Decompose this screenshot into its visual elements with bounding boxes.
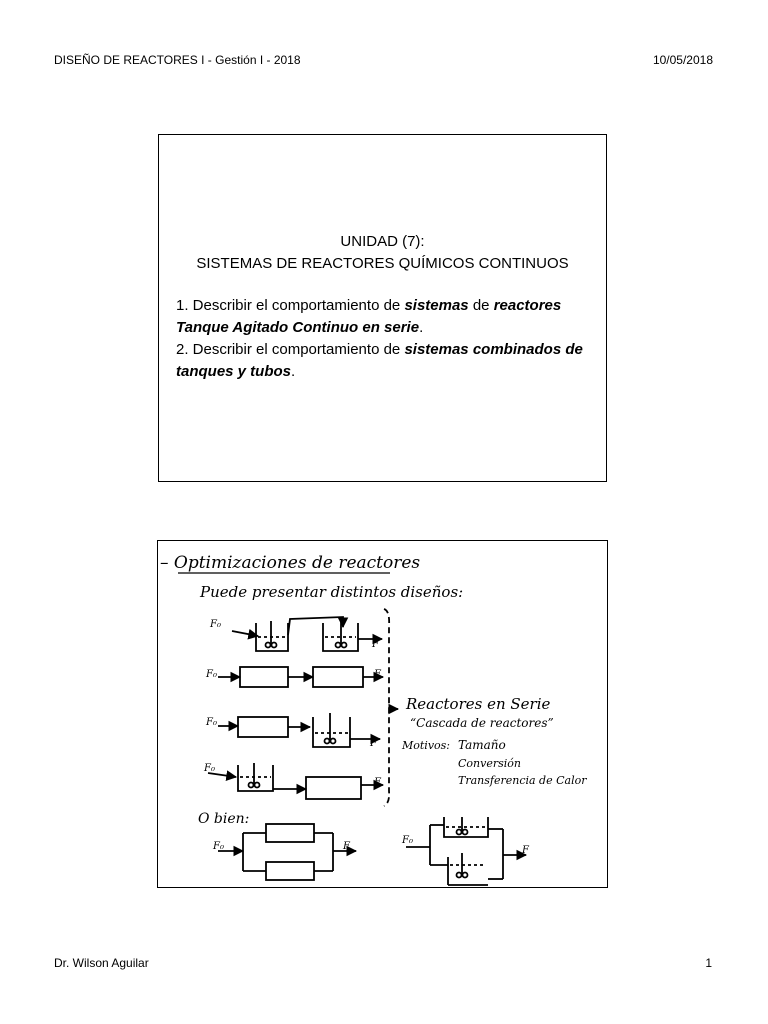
feed-label-5: F₀ <box>213 841 224 852</box>
feed-label-4: F₀ <box>204 763 215 774</box>
grouping-brace <box>384 609 389 806</box>
objective-1 <box>176 295 592 339</box>
parallel-cstr <box>406 817 526 885</box>
row-4-cstr-pfr <box>208 763 383 799</box>
footer-page-number: 1 <box>705 956 712 970</box>
out-label-4: F <box>374 777 381 788</box>
out-label-2: F <box>374 669 381 680</box>
motivo-3: Transferencia de Calor <box>458 774 587 787</box>
slide-2-heading: – Optimizaciones de reactores <box>160 553 421 573</box>
handwritten-diagram <box>158 541 608 888</box>
objective-1-text-a: 1. Describir el comportamiento de <box>176 297 405 314</box>
motivo-2: Conversión <box>458 757 521 770</box>
slide-1-objectives <box>176 295 592 383</box>
feed-label-3: F₀ <box>206 717 217 728</box>
objective-1-text-c: . <box>419 319 424 336</box>
objective-2-text-a: 2. Describir el comportamiento de <box>176 341 405 358</box>
slide-1 <box>158 134 607 482</box>
objective-1-text-b: de <box>468 297 494 314</box>
o-bien-label: O bien: <box>198 811 250 827</box>
objective-2 <box>176 339 592 383</box>
parallel-pfr <box>218 824 356 880</box>
objective-1-bold-a: sistemas <box>404 297 469 314</box>
feed-label-1: F₀ <box>210 619 221 630</box>
row-1-cstr-cstr <box>232 617 382 651</box>
header-course: DISEÑO DE REACTORES I - Gestión I - 2018 <box>54 53 301 67</box>
row-3-pfr-cstr <box>218 713 380 747</box>
series-subtitle: “Cascada de reactores” <box>410 716 554 730</box>
slide-1-title <box>159 231 606 275</box>
header-date: 10/05/2018 <box>652 53 713 67</box>
out-label-6: F <box>522 845 529 856</box>
motivos-label: Motivos: <box>402 739 451 752</box>
series-title: Reactores en Serie <box>406 695 551 713</box>
objective-2-text-b: . <box>291 363 296 380</box>
objective-1-bold-b: reactores Tanque Agitado Continuo en serie <box>176 297 562 336</box>
out-label-5: F <box>343 841 350 852</box>
objective-2-bold: sistemas combinados de tanques y tubos <box>176 341 583 380</box>
motivo-1: Tamaño <box>458 738 506 752</box>
title-line-1: UNIDAD (7): <box>340 233 425 250</box>
out-label-1: F <box>372 639 379 650</box>
title-line-2: SISTEMAS DE REACTORES QUÍMICOS CONTINUOS <box>196 255 569 272</box>
footer-author: Dr. Wilson Aguilar <box>54 956 149 970</box>
out-label-3: F <box>370 738 377 749</box>
slide-2-subheading: Puede presentar distintos diseños: <box>200 583 464 601</box>
row-2-pfr-pfr <box>218 667 383 687</box>
feed-label-6: F₀ <box>402 835 413 846</box>
slide-2 <box>157 540 608 888</box>
feed-label-2: F₀ <box>206 669 217 680</box>
